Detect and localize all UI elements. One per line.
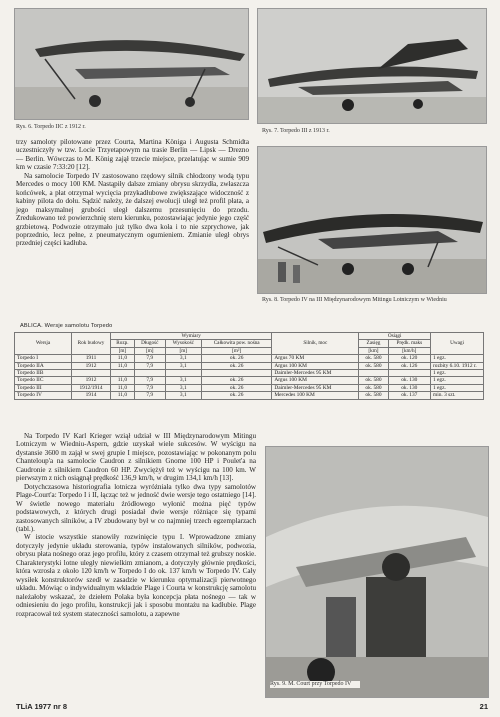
photo-torpedo-iic xyxy=(14,8,249,120)
table-cell: 7,9 xyxy=(134,362,165,369)
table-cell: 1914 xyxy=(72,392,111,399)
page-number: 21 xyxy=(479,702,488,711)
table-cell: ok. 137 xyxy=(388,392,430,399)
table-cell: 1 egz. xyxy=(431,384,484,391)
table-cell: 11,0 xyxy=(111,384,135,391)
paragraph: Na samolocie Torpedo IV zastosowano rzędowy silnik chłodzony wodą typu Mercedes o mocy 100 KM. Nastąpiły dalsze zmiany obrysu skrzydła, zwłaszcza końcówek, a płat otrzymał wycięcia przykadłubowe zwiększające widoczność z kabiny pilota do dołu. Sądzić należy, że dalszej ewolucji uległ też profil płata, a jego maksymalnej grubości uległ dalszemu przesunięciu do przodu. Zredukowano też powierzchnię steru kierunku, pozostawiając jedynie jego część grzbietową. Podwozie otrzymało już tylko dwa koła i to nie szprychowe, jak poprzednio, lecz pełne, z pneumatycznym ogumieniem. Zmianie uległ obrys przedniej części kadłuba. xyxy=(16,171,249,248)
unit-predk: [km/h] xyxy=(388,347,430,354)
table-cell: ok. 26 xyxy=(201,362,271,369)
table-cell: ok. 26 xyxy=(201,377,271,384)
table-cell: ok. 130 xyxy=(388,377,430,384)
paragraph: trzy samoloty pilotowane przez Courta, Martina Königa i Augusta Schmidta uczestniczyły w tzw. Locie Trzyetapowym na trasie Berlin — Lipsk — Drezno — Berlin. Wówczas to M. König zajął trzecie miejsce, przelatując w sumie 909 km w czasie 7:33:20 [12]. xyxy=(16,138,249,172)
table-cell: 1911 xyxy=(72,355,111,362)
table-cell: Daimler-Mercedes 95 KM xyxy=(272,370,359,377)
table-cell: ok. 26 xyxy=(201,355,271,362)
paragraph: W istocie wszystkie stanowiły rozwinięcie typu I. Wprowadzone zmiany dotyczyły jedynie układu sterowania, typów instalowanych silników, podwozia, obrysu płata nośnego oraz jego profilu, który z czasem otrzymał też grubszy noskie. Charakterystyki lotne uległy niewielkim zmianom, a dotyczyły głównie prędkości, która wzrosła z około 120 km/h w Torpedo I do ok. 137 km/h w Torpedo IV. Cały wysiłek konstruktorów szedł w zasadzie w kierunku optymalizacji pierwotnego układu. Mówiąc o indywidualnym wkładzie Plage i Courta w konstrukcję samolotu należałoby wskazać, że dziełem Polaka była koncepcja płata nośnego — tak w odniesieniu do jego profilu, konstrukcji jak i sposobu montażu na kadłubie. Plage rozpracował też system stateczności samolotu, a zapewne xyxy=(16,533,256,618)
table-title: ABLICA. Wersje samolotu Torpedo xyxy=(20,323,113,329)
table-cell: Daimler-Mercedes 95 KM xyxy=(272,384,359,391)
table-cell xyxy=(72,370,111,377)
col-wersja: Wersja xyxy=(15,333,72,355)
table-cell: 3,1 xyxy=(165,355,201,362)
table-cell: ok. 120 xyxy=(388,355,430,362)
caption-fig9: Rys. 9. M. Court przy Torpedo IV xyxy=(270,681,360,688)
table-cell: 7,9 xyxy=(134,377,165,384)
table-cell: 7,9 xyxy=(134,355,165,362)
col-silnik: Silnik, moc xyxy=(272,333,359,355)
footer-journal: TLiA 1977 nr 8 xyxy=(16,702,67,711)
table-cell: ok. 130 xyxy=(388,384,430,391)
table-cell xyxy=(165,370,201,377)
unit-dlug: [m] xyxy=(134,347,165,354)
table-cell: Mercedes 100 KM xyxy=(272,392,359,399)
table-cell xyxy=(111,370,135,377)
table-cell: ok. 580 xyxy=(359,355,388,362)
table-cell xyxy=(134,370,165,377)
body-text-bottom xyxy=(16,432,256,618)
table-cell: 3,1 xyxy=(165,392,201,399)
group-wymiary: Wymiary xyxy=(111,333,272,340)
table-cell: Torpedo III xyxy=(15,384,72,391)
table-cell: 1912 xyxy=(72,377,111,384)
photo-court-torpedo-iv xyxy=(265,446,489,698)
table-cell: Torpedo IIA xyxy=(15,362,72,369)
table-cell: ok. 26 xyxy=(201,384,271,391)
table-cell: 3,1 xyxy=(165,384,201,391)
table-cell: Torpedo IIC xyxy=(15,377,72,384)
paragraph: Na Torpedo IV Karl Krieger wziął udział w III Międzynarodowym Mitingu Lotniczym w Wiedniu-Aspern, gdzie uzyskał wiele sukcesów. W wyścigu na dystansie 3600 m zajął w swej grupie I miejsce, pozostawiając w pokonanym polu Chanteloup'a na samolocie Caudron z silnikiem Gnome 100 HP i Poulet'a na Caudronie z silnikiem Caudron 60 HP. Zwyciężył też w wyścigu na 100 km. W pierwszym z nich osiągnął prędkość 136,9 km/h, w drugim 134,1 km/h [13]. xyxy=(16,432,256,483)
table-row xyxy=(15,392,484,399)
table-cell: Torpedo IIB xyxy=(15,370,72,377)
table-row xyxy=(15,362,484,369)
table-cell: 1912/1914 xyxy=(72,384,111,391)
photo-torpedo-iv-vienna xyxy=(257,146,487,294)
table-cell: min. 3 szt. xyxy=(431,392,484,399)
col-predk: Prędk. maks xyxy=(388,340,430,347)
table-row xyxy=(15,377,484,384)
table-cell xyxy=(201,370,271,377)
unit-wys: [m] xyxy=(165,347,201,354)
table-cell: ok. 26 xyxy=(201,392,271,399)
table-cell: 1 egz. xyxy=(431,355,484,362)
table-row xyxy=(15,384,484,391)
table-cell: rozbity 6.10. 1912 r. xyxy=(431,362,484,369)
table-cell: 11,0 xyxy=(111,355,135,362)
col-zasieg: Zasięg xyxy=(359,340,388,347)
body-text-top xyxy=(16,138,249,248)
col-wys: Wysokość xyxy=(165,340,201,347)
group-osiagi: Osiągi xyxy=(359,333,431,340)
table-cell: Argus 70 KM xyxy=(272,355,359,362)
caption-fig7: Rys. 7. Torpedo III z 1913 r. xyxy=(262,128,330,134)
table-cell: 7,9 xyxy=(134,384,165,391)
table-cell: 11,0 xyxy=(111,377,135,384)
col-rok: Rok budowy xyxy=(72,333,111,355)
table-cell: 3,1 xyxy=(165,362,201,369)
col-rozp: Rozp. xyxy=(111,340,135,347)
table-cell: ok. 580 xyxy=(359,377,388,384)
table-cell: ok. 580 xyxy=(359,392,388,399)
col-dlug: Długość xyxy=(134,340,165,347)
table-row xyxy=(15,355,484,362)
paragraph: Dotychczasowa historiografia lotnicza wyróżniała tylko dwa typy samolotów Plage-Court'a: Torpedo I i II, łącząc też w jedność dwie wersje tego ostatniego [14]. W świetle nowego materiału źródłowego wyłonić można pięć typów podstawowych, z których drugi posiadał dwie wersje różniące się typami zastosowanych silników, a IV zbudowany był w co najmniej trzech egzemplarzach (tabl.). xyxy=(16,482,256,533)
table-cell: 11,0 xyxy=(111,392,135,399)
unit-rozp: [m] xyxy=(111,347,135,354)
table-cell: 1912 xyxy=(72,362,111,369)
table-row xyxy=(15,370,484,377)
versions-table xyxy=(14,332,484,400)
unit-pow: [m²] xyxy=(201,347,271,354)
table-cell: 11,0 xyxy=(111,362,135,369)
caption-fig6: Rys. 6. Torpedo IIC z 1912 r. xyxy=(16,124,86,130)
table-cell: Argus 100 KM xyxy=(272,362,359,369)
col-uwagi: Uwagi xyxy=(431,333,484,355)
caption-fig8: Rys. 8. Torpedo IV na III Międzynarodowym Mitingu Lotniczym w Wiedniu xyxy=(262,297,447,303)
unit-zasieg: [km] xyxy=(359,347,388,354)
table-cell: Torpedo I xyxy=(15,355,72,362)
table-cell xyxy=(359,370,388,377)
table-cell: Torpedo IV xyxy=(15,392,72,399)
table-cell: Argus 100 KM xyxy=(272,377,359,384)
table-cell: ok. 580 xyxy=(359,362,388,369)
table-cell: 7,9 xyxy=(134,392,165,399)
table-cell: 1 egz. xyxy=(431,370,484,377)
table-cell: ok. 580 xyxy=(359,384,388,391)
table-cell xyxy=(388,370,430,377)
photo-torpedo-iii xyxy=(257,8,487,124)
col-pow: Całkowita pow. nośna xyxy=(201,340,271,347)
table-cell: 1 egz. xyxy=(431,377,484,384)
table-cell: 3,1 xyxy=(165,377,201,384)
table-cell: ok. 126 xyxy=(388,362,430,369)
